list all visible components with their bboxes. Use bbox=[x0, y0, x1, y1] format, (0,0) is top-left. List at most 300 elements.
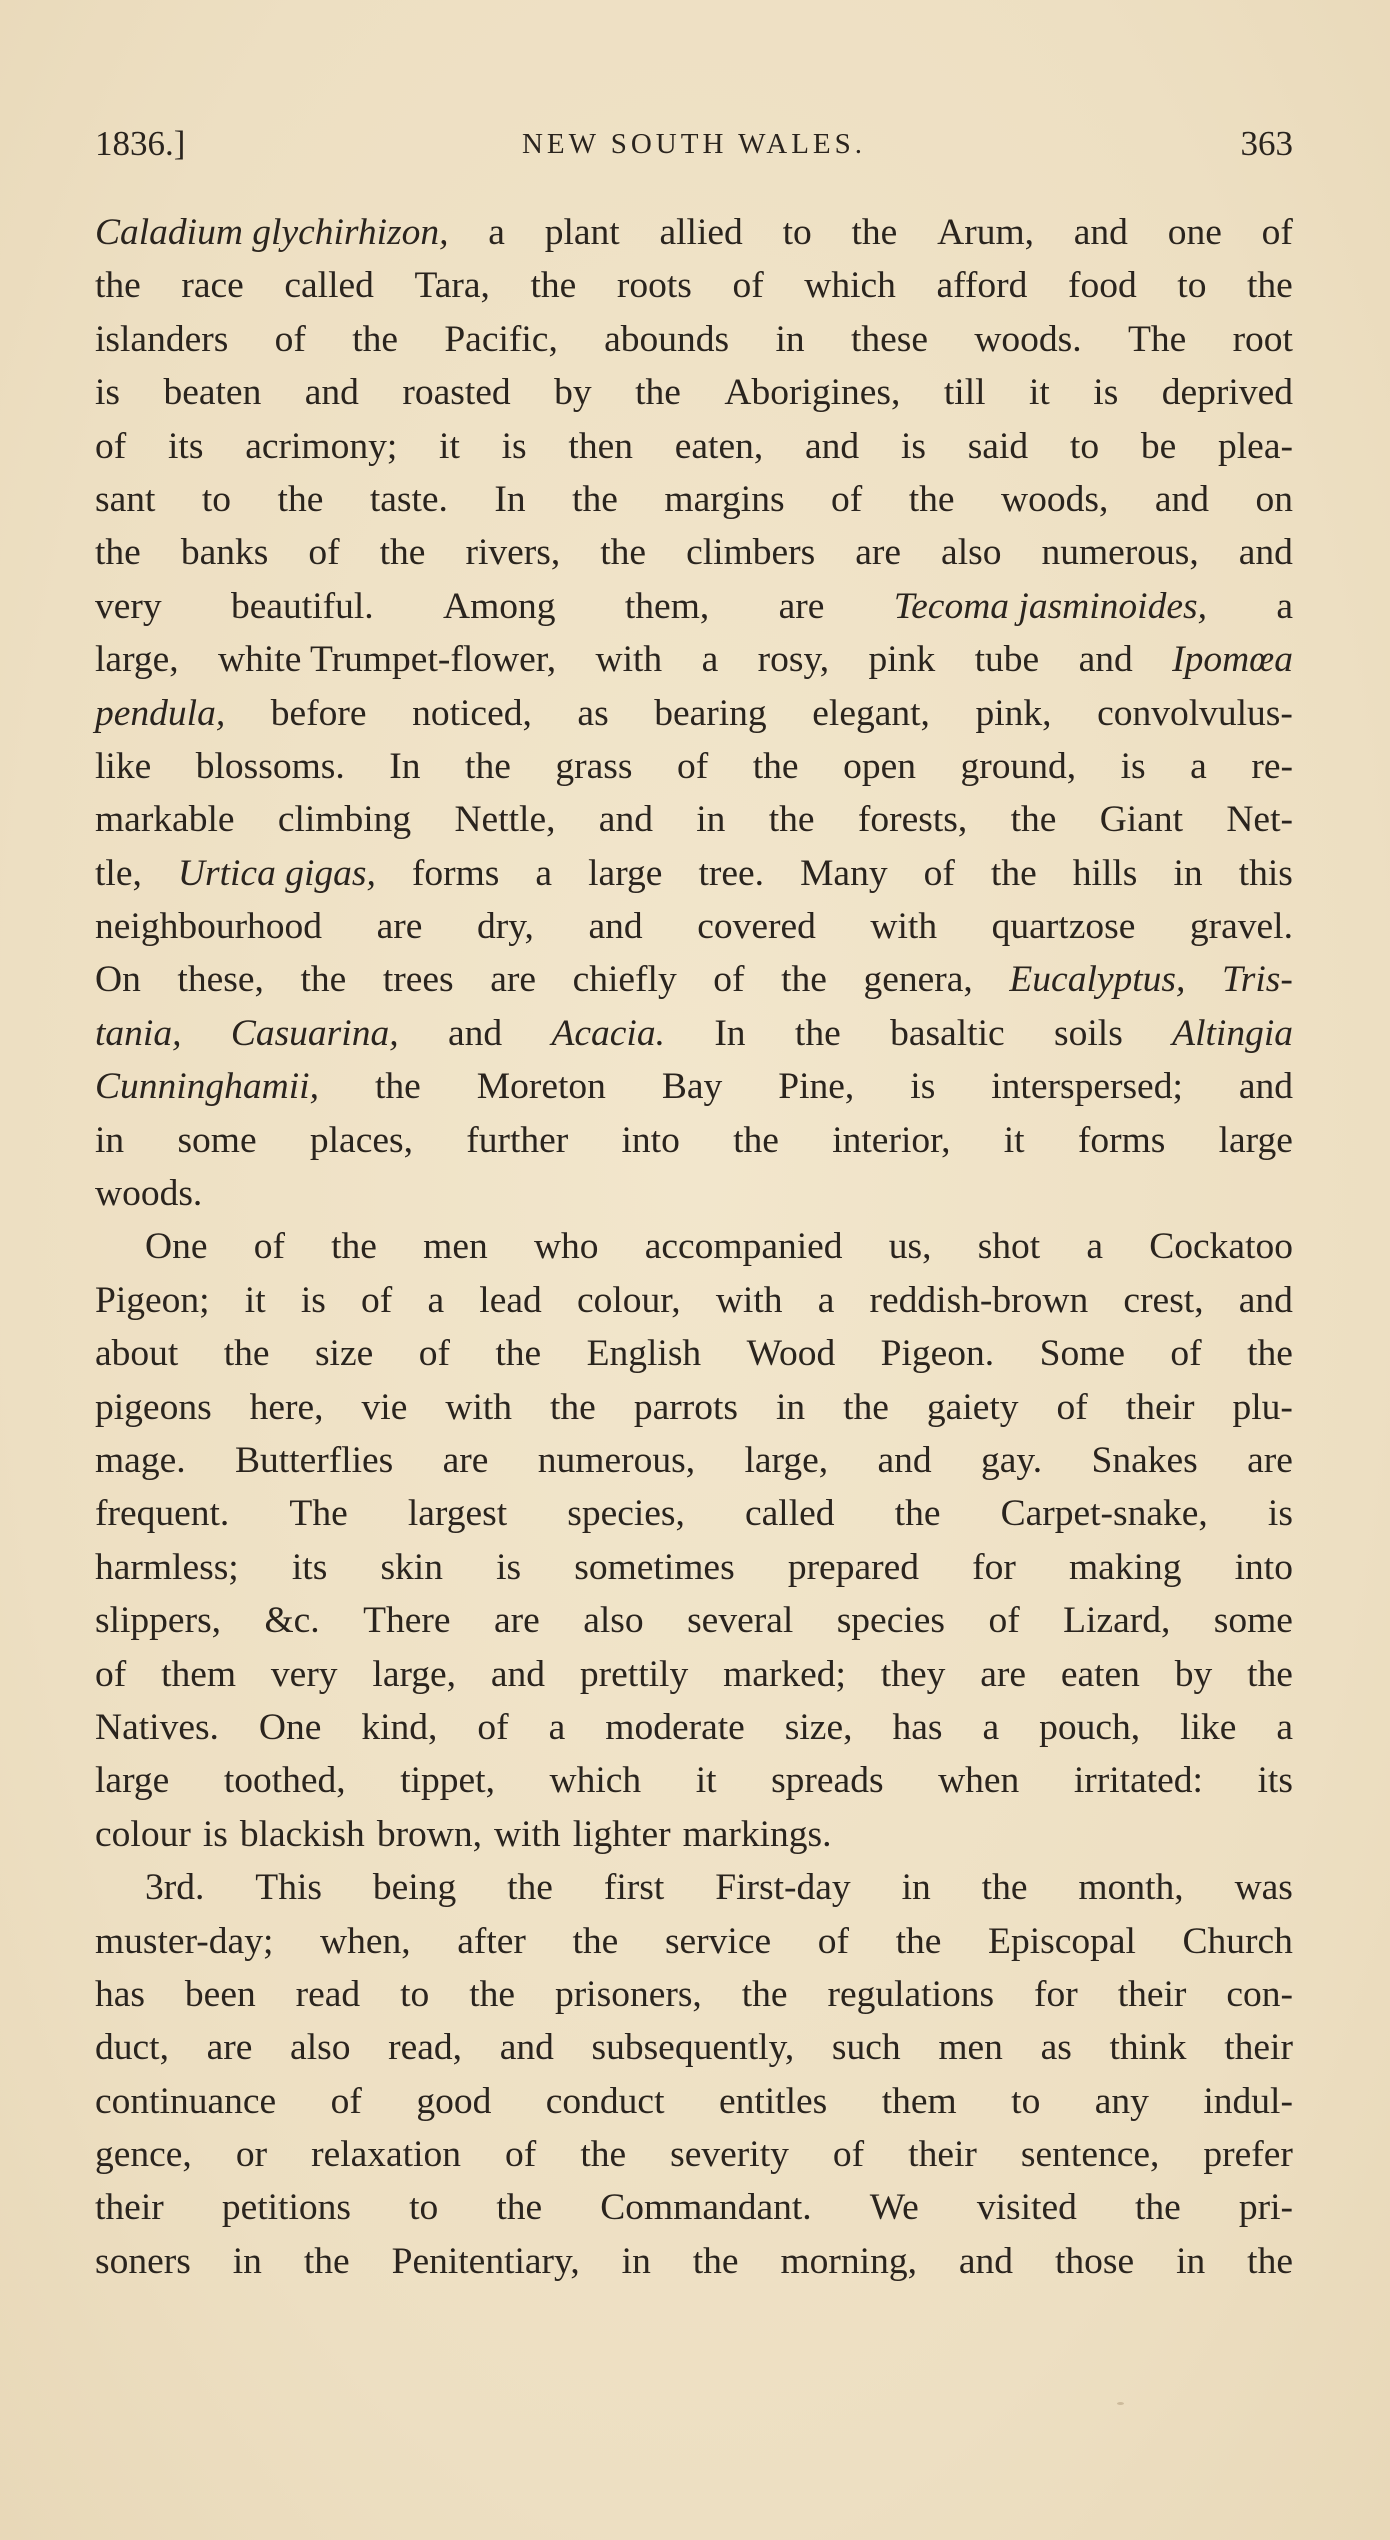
word: Butterflies bbox=[234, 1439, 394, 1481]
word: it bbox=[695, 1760, 717, 1802]
text-line bbox=[95, 580, 1293, 633]
word: taste. bbox=[369, 478, 448, 520]
word: Natives. bbox=[95, 1706, 219, 1748]
word: also bbox=[941, 532, 1002, 574]
word: the bbox=[1247, 1333, 1293, 1375]
word: Lizard, bbox=[1063, 1600, 1171, 1642]
word: gaiety bbox=[926, 1386, 1019, 1428]
word: called bbox=[284, 265, 374, 307]
word: grass bbox=[555, 745, 633, 787]
word: gence, bbox=[95, 2134, 192, 2176]
word: to bbox=[1177, 265, 1207, 307]
word: frequent. bbox=[95, 1493, 230, 1535]
text-line bbox=[95, 1274, 1293, 1327]
word: In bbox=[494, 478, 526, 520]
word: with bbox=[870, 906, 938, 948]
word: the bbox=[635, 372, 681, 414]
word: their bbox=[1117, 1973, 1187, 2015]
word: in bbox=[696, 799, 726, 841]
word: these bbox=[850, 318, 928, 360]
word: forms bbox=[411, 852, 500, 894]
word: to bbox=[782, 212, 812, 253]
word: them bbox=[881, 2080, 957, 2122]
word: a bbox=[548, 1706, 566, 1748]
word: the bbox=[741, 1973, 788, 2015]
word: beautiful. bbox=[231, 585, 374, 627]
word: species bbox=[836, 1600, 945, 1642]
word: elegant, bbox=[812, 692, 930, 734]
text-line bbox=[95, 206, 1293, 259]
word: 3rd. bbox=[145, 1867, 205, 1909]
word: their bbox=[95, 2187, 164, 2229]
word: here, bbox=[249, 1386, 324, 1428]
text-line bbox=[95, 1808, 1293, 1861]
word: the bbox=[733, 1119, 779, 1161]
word: the bbox=[894, 1493, 941, 1535]
text-line bbox=[95, 1701, 1293, 1754]
word: and bbox=[1238, 1279, 1293, 1321]
word: some bbox=[177, 1119, 257, 1161]
word: Aborigines, bbox=[724, 372, 901, 414]
word: rosy, bbox=[757, 639, 830, 681]
body-text bbox=[95, 206, 1293, 2288]
text-line bbox=[95, 847, 1293, 900]
word: service bbox=[664, 1920, 772, 1962]
word: indul- bbox=[1203, 2080, 1293, 2122]
word: the bbox=[1134, 2187, 1181, 2229]
word: and bbox=[877, 1439, 932, 1481]
word: large, bbox=[372, 1653, 457, 1695]
word: pri- bbox=[1238, 2187, 1293, 2229]
text-line bbox=[95, 2181, 1293, 2234]
word: prepared bbox=[787, 1546, 919, 1588]
word: hills bbox=[1072, 852, 1138, 894]
word: Tara, bbox=[414, 265, 490, 307]
text-line bbox=[95, 1220, 1293, 1273]
word: The bbox=[289, 1493, 348, 1535]
word: has bbox=[892, 1706, 943, 1748]
word: marked; bbox=[723, 1653, 846, 1695]
word: subsequently, bbox=[591, 2027, 795, 2069]
word: the bbox=[530, 265, 577, 307]
text-line bbox=[95, 793, 1293, 846]
word: of bbox=[1056, 1386, 1088, 1428]
word: a bbox=[982, 1706, 1000, 1748]
word: is bbox=[501, 425, 527, 467]
word: Penitentiary, bbox=[391, 2240, 580, 2282]
word: the bbox=[374, 1066, 421, 1108]
word: Giant bbox=[1099, 799, 1184, 841]
word: to bbox=[1011, 2080, 1041, 2122]
word: the bbox=[223, 1333, 270, 1375]
word: to bbox=[1069, 425, 1100, 467]
word: their bbox=[1224, 2027, 1293, 2069]
word: soners bbox=[95, 2240, 191, 2282]
word: its bbox=[168, 425, 204, 467]
word: such bbox=[831, 2027, 901, 2069]
word: Pigeon. bbox=[880, 1333, 995, 1375]
word: race bbox=[181, 265, 244, 307]
word: which bbox=[804, 265, 896, 307]
word: of bbox=[418, 1333, 450, 1375]
text-line bbox=[95, 1487, 1293, 1540]
word: pink, bbox=[975, 692, 1052, 734]
text-line bbox=[95, 1381, 1293, 1434]
word: was bbox=[1234, 1867, 1293, 1909]
text-line bbox=[95, 633, 1293, 686]
word: the bbox=[981, 1867, 1028, 1909]
word: rivers, bbox=[465, 532, 561, 574]
word: for bbox=[972, 1546, 1016, 1588]
word: them, bbox=[624, 585, 710, 627]
word: the bbox=[495, 1333, 542, 1375]
word: as bbox=[577, 692, 609, 734]
word: its bbox=[1257, 1760, 1293, 1802]
text-line bbox=[95, 2128, 1293, 2181]
word: First-day bbox=[715, 1867, 851, 1909]
word: for bbox=[1034, 1973, 1078, 2015]
word: Cunninghamii, bbox=[95, 1066, 319, 1108]
word: the bbox=[550, 1386, 596, 1428]
word: in bbox=[232, 2240, 262, 2282]
word: are bbox=[855, 532, 902, 574]
word: is bbox=[1093, 372, 1119, 414]
word: of bbox=[713, 959, 745, 1001]
word: who bbox=[533, 1226, 599, 1268]
word: in bbox=[775, 1386, 806, 1428]
text-line bbox=[95, 1648, 1293, 1701]
word: to bbox=[400, 1973, 430, 2015]
word: are bbox=[778, 585, 825, 627]
text-line bbox=[95, 1541, 1293, 1594]
word: tania, bbox=[95, 1012, 182, 1054]
word: pigeons bbox=[95, 1386, 212, 1428]
word: irritated: bbox=[1073, 1760, 1203, 1802]
word: large bbox=[588, 852, 663, 894]
word: climbers bbox=[686, 532, 816, 574]
word: morning, bbox=[780, 2240, 917, 2282]
word: noticed, bbox=[412, 692, 532, 734]
word: men bbox=[423, 1226, 488, 1268]
word: the bbox=[331, 1226, 377, 1268]
word: of bbox=[477, 1706, 509, 1748]
text-line bbox=[95, 473, 1293, 526]
word: numerous, bbox=[537, 1439, 696, 1481]
word: Moreton bbox=[476, 1066, 606, 1108]
word: basaltic bbox=[890, 1012, 1005, 1054]
word: size bbox=[314, 1333, 374, 1375]
word: ground, bbox=[960, 745, 1077, 787]
word: the bbox=[277, 478, 324, 520]
word: its bbox=[291, 1546, 328, 1588]
text-line bbox=[95, 2075, 1293, 2128]
word: the bbox=[1010, 799, 1057, 841]
word: the bbox=[1247, 265, 1293, 307]
word: In bbox=[714, 1012, 746, 1054]
word: tube bbox=[974, 639, 1040, 681]
word: it bbox=[1029, 372, 1050, 414]
word: plu- bbox=[1232, 1386, 1293, 1428]
text-line bbox=[95, 1167, 1293, 1220]
word: One bbox=[258, 1706, 322, 1748]
word: it bbox=[244, 1279, 266, 1321]
word: harmless; bbox=[95, 1546, 239, 1588]
word: into bbox=[621, 1119, 680, 1161]
word: places, bbox=[309, 1119, 413, 1161]
word: the bbox=[843, 1386, 889, 1428]
word: food bbox=[1067, 265, 1137, 307]
word: of bbox=[832, 2134, 865, 2176]
word: the bbox=[1247, 2240, 1293, 2282]
word: their bbox=[908, 2134, 977, 2176]
word: these, bbox=[177, 959, 264, 1001]
text-line bbox=[95, 1754, 1293, 1807]
word: muster-day; bbox=[95, 1920, 274, 1962]
text-line bbox=[95, 2235, 1293, 2288]
word: gay. bbox=[981, 1439, 1043, 1481]
word: numerous, bbox=[1041, 532, 1199, 574]
word: large, bbox=[95, 639, 179, 681]
word: are bbox=[490, 959, 536, 1001]
word: plant bbox=[544, 212, 620, 253]
word: Among bbox=[443, 585, 556, 627]
word: making bbox=[1069, 1546, 1182, 1588]
word: and bbox=[805, 425, 860, 467]
word: the bbox=[692, 2240, 739, 2282]
word: Altingia bbox=[1172, 1012, 1293, 1054]
word: very bbox=[95, 585, 162, 627]
word: Arum, bbox=[937, 212, 1034, 253]
word: like bbox=[1180, 1706, 1237, 1748]
word: has bbox=[95, 1973, 145, 2015]
word: and bbox=[447, 1012, 503, 1054]
word: the bbox=[572, 1920, 619, 1962]
word: when bbox=[938, 1760, 1020, 1802]
word: Wood bbox=[746, 1333, 836, 1375]
word: of bbox=[361, 1279, 393, 1321]
word: size, bbox=[784, 1706, 853, 1748]
page-number: 363 bbox=[1240, 124, 1293, 163]
word: accompanied bbox=[644, 1226, 843, 1268]
word: also bbox=[290, 2027, 351, 2069]
text-line bbox=[95, 1968, 1293, 2021]
word: us, bbox=[888, 1226, 932, 1268]
word: those bbox=[1054, 2240, 1135, 2282]
word: in bbox=[901, 1867, 931, 1909]
word: Net- bbox=[1226, 799, 1293, 841]
word: when, bbox=[319, 1920, 411, 1962]
word: been bbox=[184, 1973, 256, 2015]
word: is bbox=[1120, 745, 1146, 787]
word: some bbox=[1213, 1600, 1293, 1642]
word: in bbox=[1176, 2240, 1206, 2282]
word: slippers, bbox=[95, 1600, 222, 1642]
word: is bbox=[1267, 1493, 1293, 1535]
word: Episcopal bbox=[988, 1920, 1136, 1962]
word: the bbox=[752, 745, 799, 787]
word: Urtica gigas, bbox=[177, 852, 376, 894]
word: eaten bbox=[1060, 1653, 1140, 1695]
word: interspersed; bbox=[991, 1066, 1183, 1108]
word: open bbox=[843, 745, 916, 787]
word: think bbox=[1109, 2027, 1187, 2069]
word: of bbox=[330, 2080, 362, 2122]
word: Cockatoo bbox=[1149, 1226, 1293, 1268]
word: is bbox=[496, 1546, 522, 1588]
word: the bbox=[469, 1973, 516, 2015]
word: good bbox=[416, 2080, 492, 2122]
word: the bbox=[95, 265, 141, 307]
word: the bbox=[496, 2187, 543, 2229]
word: read, bbox=[388, 2027, 463, 2069]
word: called bbox=[745, 1493, 835, 1535]
text-line bbox=[95, 2021, 1293, 2074]
word: which bbox=[549, 1760, 642, 1802]
text-line bbox=[95, 1434, 1293, 1487]
word: One bbox=[145, 1226, 208, 1268]
word: deprived bbox=[1161, 372, 1293, 414]
word: the bbox=[572, 478, 618, 520]
word: and bbox=[1154, 478, 1209, 520]
word: trees bbox=[382, 959, 454, 1001]
word: in bbox=[621, 2240, 651, 2282]
word: with bbox=[595, 639, 663, 681]
word: the bbox=[768, 799, 815, 841]
word: then bbox=[568, 425, 633, 467]
word: English bbox=[586, 1333, 702, 1375]
word: first bbox=[603, 1867, 665, 1909]
running-title: NEW SOUTH WALES. bbox=[521, 128, 867, 160]
word: Some bbox=[1039, 1333, 1126, 1375]
word: sometimes bbox=[574, 1546, 735, 1588]
word: prisoners, bbox=[554, 1973, 702, 2015]
word: by bbox=[554, 372, 592, 414]
word: and bbox=[1073, 212, 1128, 253]
word: margins bbox=[664, 478, 785, 520]
word: and bbox=[958, 2240, 1014, 2282]
word: re- bbox=[1251, 745, 1293, 787]
word: bearing bbox=[654, 692, 767, 734]
word: the bbox=[1247, 1653, 1293, 1695]
word: the bbox=[580, 2134, 627, 2176]
word: of bbox=[1261, 212, 1293, 253]
word: before bbox=[270, 692, 367, 734]
word: of bbox=[95, 1653, 127, 1695]
word: the bbox=[851, 212, 898, 253]
word: they bbox=[880, 1653, 946, 1695]
word: into bbox=[1234, 1546, 1293, 1588]
word: &c. bbox=[264, 1600, 320, 1642]
word: a bbox=[1276, 585, 1293, 627]
word: Acacia. bbox=[551, 1012, 665, 1054]
word: petitions bbox=[221, 2187, 351, 2229]
word: it bbox=[439, 425, 460, 467]
word: several bbox=[687, 1600, 794, 1642]
word: lighter bbox=[572, 1813, 671, 1855]
word: by bbox=[1174, 1653, 1213, 1695]
word: continuance bbox=[95, 2080, 277, 2122]
word: a bbox=[1190, 745, 1207, 787]
word: largest bbox=[407, 1493, 508, 1535]
word: prefer bbox=[1203, 2134, 1293, 2176]
word: toothed, bbox=[223, 1760, 346, 1802]
word: species, bbox=[567, 1493, 685, 1535]
word: moderate bbox=[605, 1706, 745, 1748]
word: and bbox=[588, 906, 643, 948]
header-year: 1836.] bbox=[95, 124, 186, 163]
word: chiefly bbox=[572, 959, 677, 1001]
word: roots bbox=[616, 265, 692, 307]
word: and bbox=[1238, 532, 1293, 574]
word: this bbox=[1238, 852, 1293, 894]
word: severity bbox=[670, 2134, 789, 2176]
word: and bbox=[490, 1653, 546, 1695]
word: read bbox=[295, 1973, 361, 2015]
word: Casuarina, bbox=[230, 1012, 399, 1054]
word: men bbox=[938, 2027, 1003, 2069]
word: of bbox=[676, 745, 709, 787]
word: banks bbox=[180, 532, 269, 574]
word: about bbox=[95, 1333, 179, 1375]
word: tle, bbox=[95, 852, 142, 894]
word: and bbox=[304, 372, 359, 414]
word: also bbox=[583, 1600, 644, 1642]
word: In bbox=[389, 745, 421, 787]
word: afford bbox=[936, 265, 1028, 307]
word: Pigeon; bbox=[95, 1279, 210, 1321]
word: blossoms. bbox=[195, 745, 345, 787]
word: dry, bbox=[476, 906, 534, 948]
word: markable bbox=[95, 799, 235, 841]
word: to bbox=[201, 478, 232, 520]
word: with bbox=[445, 1386, 513, 1428]
word: a bbox=[427, 1279, 445, 1321]
word: be bbox=[1140, 425, 1177, 467]
word: a bbox=[1086, 1226, 1104, 1268]
word: are bbox=[494, 1600, 540, 1642]
word: and bbox=[499, 2027, 554, 2069]
word: shot bbox=[977, 1226, 1041, 1268]
word: the bbox=[379, 532, 426, 574]
word: very bbox=[270, 1653, 338, 1695]
word: of bbox=[732, 265, 764, 307]
word: said bbox=[967, 425, 1029, 467]
word: relaxation bbox=[311, 2134, 462, 2176]
word: tippet, bbox=[400, 1760, 495, 1802]
word: entitles bbox=[718, 2080, 828, 2122]
text-line bbox=[95, 953, 1293, 1006]
word: of bbox=[505, 2134, 537, 2176]
word: forests, bbox=[857, 799, 968, 841]
word: Carpet-snake, bbox=[1000, 1493, 1208, 1535]
word: woods, bbox=[1001, 478, 1109, 520]
word: and bbox=[1238, 1066, 1293, 1108]
word: pouch, bbox=[1039, 1706, 1141, 1748]
word: large, bbox=[744, 1439, 829, 1481]
word: the bbox=[352, 318, 399, 360]
word: mage. bbox=[95, 1439, 186, 1481]
word: roasted bbox=[402, 372, 511, 414]
text-line bbox=[95, 1915, 1293, 1968]
text-line bbox=[95, 1327, 1293, 1380]
word: the bbox=[781, 959, 827, 1001]
word: a bbox=[817, 1279, 835, 1321]
word: pendula, bbox=[95, 692, 226, 734]
word: tree. bbox=[698, 852, 765, 894]
word: woods. bbox=[95, 1173, 203, 1215]
word: brown, bbox=[376, 1813, 483, 1855]
word: the bbox=[908, 478, 955, 520]
